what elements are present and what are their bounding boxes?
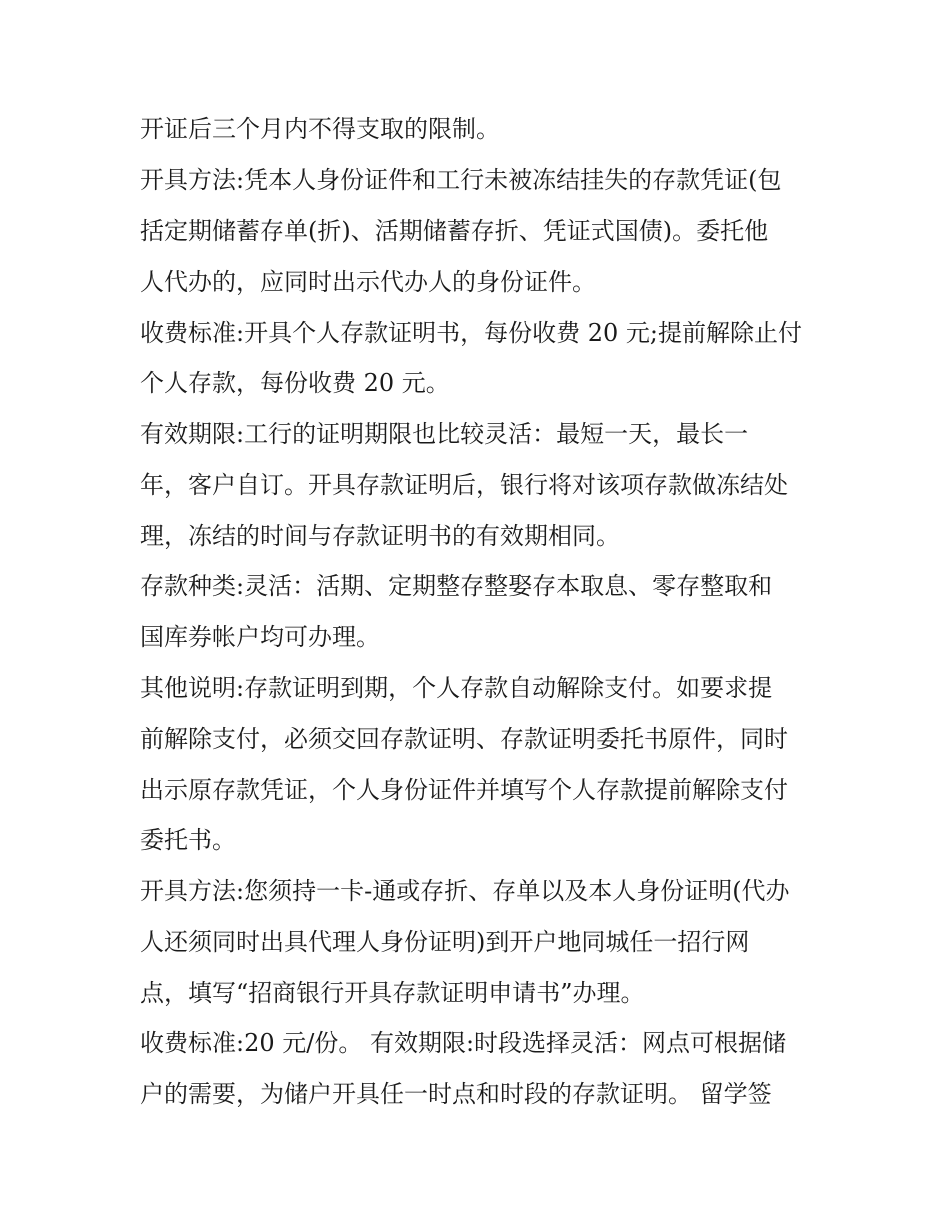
text-line-10: 存款种类:灵活：活期、定期整存整娶存本取息、零存整取和 [140,572,773,600]
text-line-17: 人还须同时出具代理人身份证明)到开户地同城任一招行网 [140,928,750,956]
text-line-6: 个人存款，每份收费 20 元。 [140,369,450,397]
text-line-13: 前解除支付，必须交回存款证明、存款证明委托书原件，同时 [140,725,788,753]
text-line-2: 开具方法:凭本人身份证件和工行未被冻结挂失的存款凭证(包 [140,166,782,194]
text-line-1: 开证后三个月内不得支取的限制。 [140,115,500,143]
text-line-7: 有效期限:工行的证明期限也比较灵活：最短一天，最长一 [140,420,749,448]
text-line-11: 国库券帐户均可办理。 [140,623,380,651]
text-line-5: 收费标准:开具个人存款证明书，每份收费 20 元;提前解除止付 [140,319,802,347]
text-line-16: 开具方法:您须持一卡-通或存折、存单以及本人身份证明(代办 [140,877,790,905]
text-line-8: 年，客户自订。开具存款证明后，银行将对该项存款做冻结处 [140,471,788,499]
text-line-18: 点，填写“招商银行开具存款证明申请书”办理。 [140,979,645,1007]
text-line-4: 人代办的，应同时出示代办人的身份证件。 [140,268,596,296]
text-line-20: 户的需要，为储户开具任一时点和时段的存款证明。 留学签 [140,1080,772,1108]
text-line-14: 出示原存款凭证，个人身份证件并填写个人存款提前解除支付 [140,776,788,804]
text-line-15: 委托书。 [140,826,236,854]
text-line-19: 收费标准:20 元/份。 有效期限:时段选择灵活：网点可根据储 [140,1029,787,1057]
text-line-9: 理，冻结的时间与存款证明书的有效期相同。 [140,522,620,550]
text-line-12: 其他说明:存款证明到期，个人存款自动解除支付。如要求提 [140,674,773,702]
text-line-3: 括定期储蓄存单(折)、活期储蓄存折、凭证式国债)。委托他 [140,217,769,245]
